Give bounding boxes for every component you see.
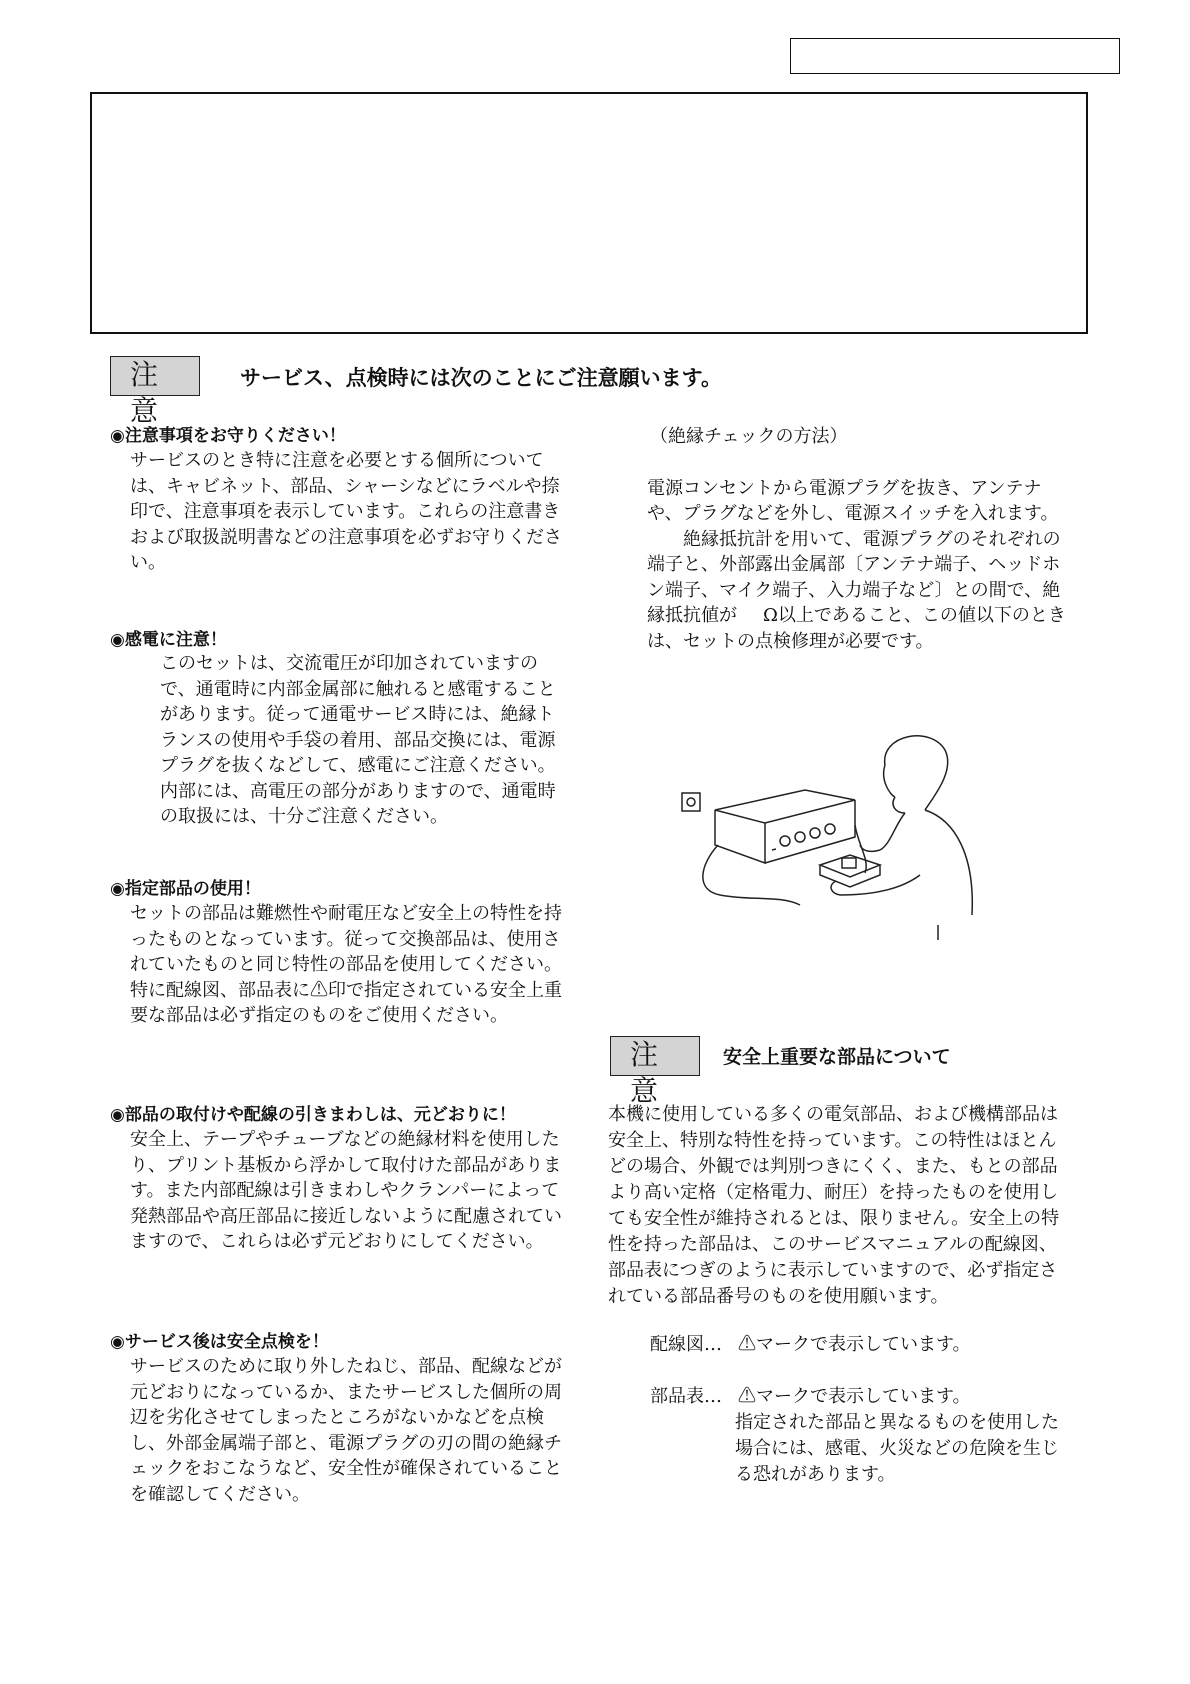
section-body-parts: セットの部品は難燃性や耐電圧など安全上の特性を持ったものとなっています。従って交換部品は、使用されていたものと同じ特性の部品を使用してください。特に配線図、部品表に⚠印で指定されている安全上重要な部品は必ず指定のものをご使用ください。 [130,903,562,1026]
section-heading-shock: ◉感電に注意！ [110,630,227,650]
section-body-safety-check: サービスのために取り外したねじ、部品、配線などが元どおりになっているか、またサービスした個所の周辺を劣化させてしまったところがないかなどを点検し、外部金属端子部と、電源プラグの刃の間の絶縁チェックをおこなうなど、安全性が確保されていることを確認してください。 [130,1356,562,1505]
model-number-box [790,38,1120,74]
caution-title-2: 安全上重要な部品について [723,1046,951,1068]
parts-note: 指定された部品と異なるものを使用した場合には、感電、火災などの危険を生じる恐れがあります。 [735,1412,1059,1485]
section-heading-observe: ◉注意事項をお守りください！ [110,426,346,446]
section-body-wiring: 安全上、テープやチューブなどの絶縁材料を使用したり、プリント基板から浮かして取付けた部品があります。また内部配線は引きまわしやクランパーによって発熱部品や高圧部品に接近しないように配慮されていますので、これらは必ず元どおりにしてください。 [130,1129,562,1252]
wiring-text: ⚠マークで表示しています。 [738,1334,971,1355]
section-heading-safety-check: ◉サービス後は安全点検を！ [110,1332,329,1352]
insulation-title: （絶縁チェックの方法） [650,426,848,447]
insulation-test-illustration [680,725,980,945]
section-heading-parts: ◉指定部品の使用！ [110,879,261,899]
wiring-label: 配線図… [650,1334,722,1355]
important-parts-body: 本機に使用している多くの電気部品、および機構部品は安全上、特別な特性を持っています。この特性はほとんどの場合、外観では判別つきにくく、また、もとの部品より高い定格（定格電力、耐圧）を持ったものを使用しても安全性が維持されるとは、限りません。安全上の特性を持った部品は、このサービスマニュアルの配線図、部品表につぎのように表示していますので、必ず指定されている部品番号のものを使用願います。 [608,1104,1060,1307]
parts-label: 部品表… [650,1386,722,1407]
section-body-observe: サービスのとき特に注意を必要とする個所については、キャビネット、部品、シャーシなどにラベルや捺印で、注意事項を表示しています。これらの注意書きおよび取扱説明書などの注意事項を必ずお守りください。 [130,450,562,573]
notice-frame [90,92,1088,334]
section-heading-wiring: ◉部品の取付けや配線の引きまわしは、元どおりに！ [110,1105,516,1125]
caution-title: サービス、点検時には次のことにご注意願います。 [240,366,722,390]
wall-outlet-icon [682,793,700,811]
insulation-line2: 絶縁抵抗計を用いて、電源プラグのそれぞれの端子と、外部露出金属部〔アンテナ端子、ヘッドホン端子、マイク端子、入力端子など〕との間で、絶縁抵抗値が [647,528,1061,626]
insulation-line3: Ω以上であること、この値以下のときは、セットの点検修理が必要です。 [647,605,1066,652]
caution-badge-2: 注意 [610,1036,700,1076]
section-body-shock: このセットは、交流電圧が印加されていますので、通電時に内部金属部に触れると感電することがあります。従って通電サービス時には、絶縁トランスの使用や手袋の着用、部品交換には、電源プラグを抜くなどして、感電にご注意ください。 内部には、高電圧の部分がありますので、通電時の取扱には、十分ご注意ください。 [160,653,556,827]
caution-badge: 注意 [110,356,200,396]
insulation-line1: 電源コンセントから電源プラグを抜き、アンテナや、プラグなどを外し、電源スイッチを入れます。 [647,477,1059,524]
parts-text: ⚠マークで表示しています。 [738,1386,971,1407]
insulation-body [647,450,1069,654]
